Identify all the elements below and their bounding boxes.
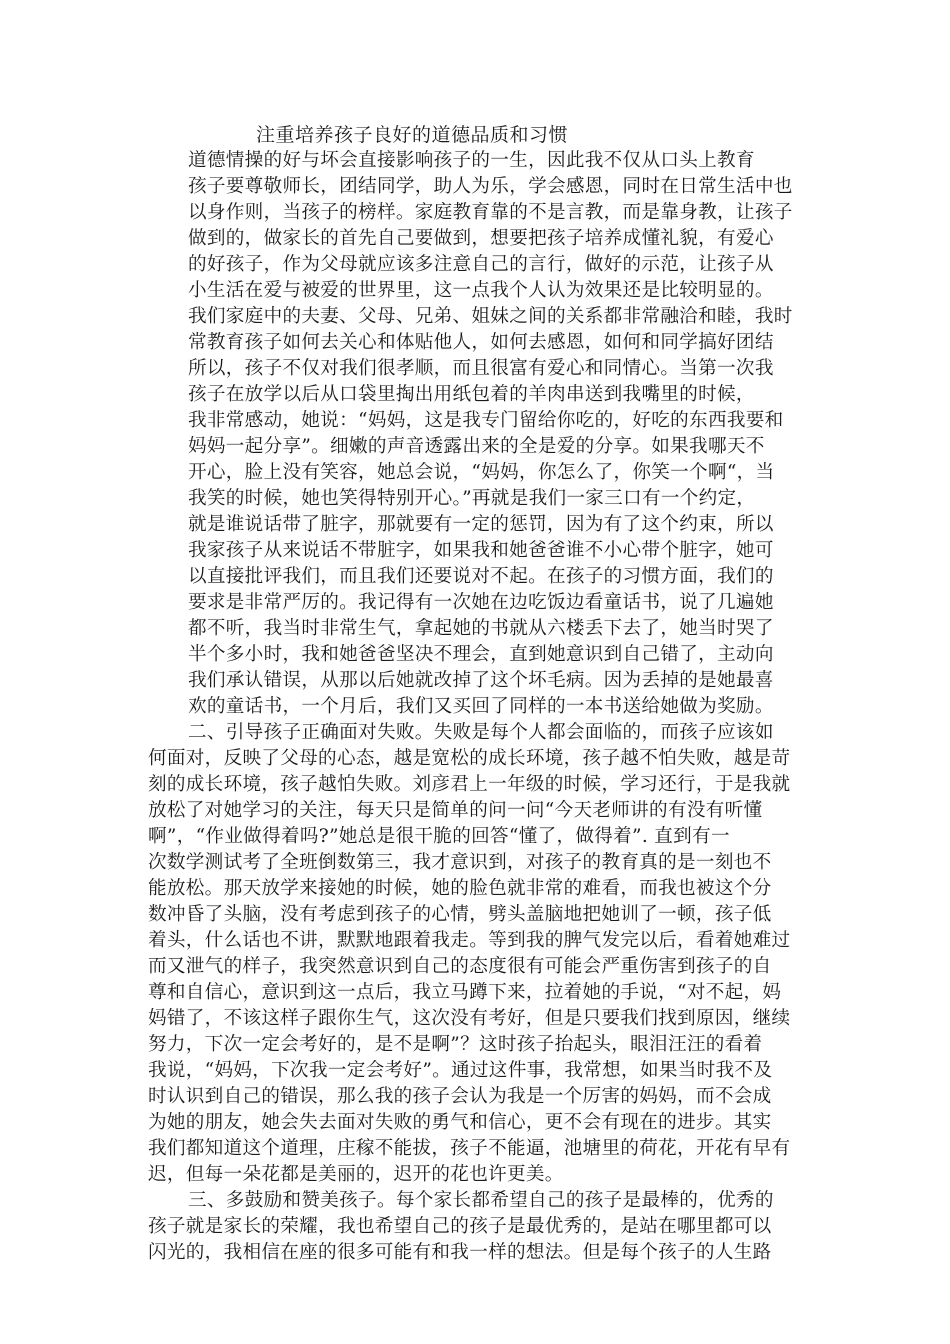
body-line: 孩子要尊敬师长，团结同学，助人为乐，学会感恩，同时在日常生活中也 bbox=[188, 176, 793, 197]
body-line: 的好孩子，作为父母就应该多注意自己的言行，做好的示范，让孩子从 bbox=[188, 254, 774, 275]
body-line: 以直接批评我们，而且我们还要说对不起。在孩子的习惯方面，我们的 bbox=[188, 566, 774, 587]
body-line: 着头，什么话也不讲，默默地跟着我走。等到我的脾气发完以后，看着她难过 bbox=[148, 930, 791, 951]
body-line: 啊”，“作业做得着吗?”她总是很干脆的回答“懂了，做得着”. 直到有一 bbox=[148, 826, 730, 847]
body-line: 闪光的，我相信在座的很多可能有和我一样的想法。但是每个孩子的人生路 bbox=[148, 1242, 772, 1263]
body-line: 努力，下次一定会考好的，是不是啊”？这时孩子抬起头，眼泪汪汪的看着 bbox=[148, 1034, 763, 1055]
body-line: 能放松。那天放学来接她的时候，她的脸色就非常的难看，而我也被这个分 bbox=[148, 878, 772, 899]
body-line: 欢的童话书，一个月后，我们又买回了同样的一本书送给她做为奖励。 bbox=[188, 696, 774, 717]
body-line: 孩子在放学以后从口袋里掏出用纸包着的羊肉串送到我嘴里的时候， bbox=[188, 384, 755, 405]
body-line: 我非常感动，她说：“妈妈，这是我专门留给你吃的，好吃的东西我要和 bbox=[188, 410, 784, 431]
body-line: 开心，脸上没有笑容，她总会说，“妈妈，你怎么了，你笑一个啊“，当 bbox=[188, 462, 775, 483]
body-line: 我说，“妈妈，下次我一定会考好”。通过这件事，我常想，如果当时我不及 bbox=[148, 1060, 773, 1081]
body-line: 何面对，反映了父母的心态，越是宽松的成长环境，孩子越不怕失败，越是苛 bbox=[148, 748, 791, 769]
body-line: 尊和自信心，意识到这一点后，我立马蹲下来，拉着她的手说，“对不起，妈 bbox=[148, 982, 782, 1003]
body-line: 要求是非常严厉的。我记得有一次她在边吃饭边看童话书，说了几遍她 bbox=[188, 592, 774, 613]
section-heading-line: 三、多鼓励和赞美孩子。每个家长都希望自己的孩子是最棒的，优秀的 bbox=[188, 1190, 774, 1211]
body-line: 我们都知道这个道理，庄稼不能拔，孩子不能逼，池塘里的荷花，开花有早有 bbox=[148, 1138, 791, 1159]
body-line: 而又泄气的样子，我突然意识到自己的态度很有可能会严重伤害到孩子的自 bbox=[148, 956, 772, 977]
body-line: 我笑的时候，她也笑得特别开心。”再就是我们一家三口有一个约定， bbox=[188, 488, 756, 509]
body-line: 妈错了，不该这样子跟你生气，这次没有考好，但是只要我们找到原因，继续 bbox=[148, 1008, 791, 1029]
body-line: 时认识到自己的错误，那么我的孩子会认为我是一个厉害的妈妈，而不会成 bbox=[148, 1086, 772, 1107]
section-heading-line: 二、引导孩子正确面对失败。失败是每个人都会面临的，而孩子应该如 bbox=[188, 722, 774, 743]
body-line: 为她的朋友，她会失去面对失败的勇气和信心，更不会有现在的进步。其实 bbox=[148, 1112, 772, 1133]
body-line: 道德情操的好与坏会直接影响孩子的一生，因此我不仅从口头上教育 bbox=[188, 150, 755, 171]
body-line: 刻的成长环境，孩子越怕失败。刘彦君上一年级的时候，学习还行，于是我就 bbox=[148, 774, 791, 795]
body-line: 以身作则，当孩子的榜样。家庭教育靠的不是言教，而是靠身教，让孩子 bbox=[188, 202, 793, 223]
body-line: 都不听，我当时非常生气，拿起她的书就从六楼丢下去了，她当时哭了 bbox=[188, 618, 774, 639]
body-line: 孩子就是家长的荣耀，我也希望自己的孩子是最优秀的，是站在哪里都可以 bbox=[148, 1216, 772, 1237]
body-line: 小生活在爱与被爱的世界里，这一点我个人认为效果还是比较明显的。 bbox=[188, 280, 774, 301]
body-line: 我家孩子从来说话不带脏字，如果我和她爸爸谁不小心带个脏字，她可 bbox=[188, 540, 774, 561]
body-line: 妈妈一起分享”。细嫩的声音透露出来的全是爱的分享。如果我哪天不 bbox=[188, 436, 765, 457]
body-line: 迟，但每一朵花都是美丽的，迟开的花也许更美。 bbox=[148, 1164, 564, 1185]
body-line: 我们家庭中的夫妻、父母、兄弟、姐妹之间的关系都非常融洽和睦，我时 bbox=[188, 306, 793, 327]
body-line: 次数学测试考了全班倒数第三，我才意识到，对孩子的教育真的是一刻也不 bbox=[148, 852, 772, 873]
document-title: 注重培养孩子良好的道德品质和习惯 bbox=[256, 124, 569, 146]
body-line: 数冲昏了头脑，没有考虑到孩子的心情，劈头盖脑地把她训了一顿，孩子低 bbox=[148, 904, 772, 925]
body-line: 放松了对她学习的关注，每天只是简单的问一问“今天老师讲的有没有听懂 bbox=[148, 800, 763, 821]
body-line: 就是谁说话带了脏字，那就要有一定的惩罚，因为有了这个约束，所以 bbox=[188, 514, 774, 535]
body-line: 我们承认错误，从那以后她就改掉了这个坏毛病。因为丢掉的是她最喜 bbox=[188, 670, 774, 691]
body-line: 所以，孩子不仅对我们很孝顺，而且很富有爱心和同情心。当第一次我 bbox=[188, 358, 774, 379]
body-line: 常教育孩子如何去关心和体贴他人，如何去感恩，如何和同学搞好团结 bbox=[188, 332, 774, 353]
body-line: 做到的，做家长的首先自己要做到，想要把孩子培养成懂礼貌，有爱心 bbox=[188, 228, 774, 249]
body-line: 半个多小时，我和她爸爸坚决不理会，直到她意识到自己错了，主动向 bbox=[188, 644, 774, 665]
